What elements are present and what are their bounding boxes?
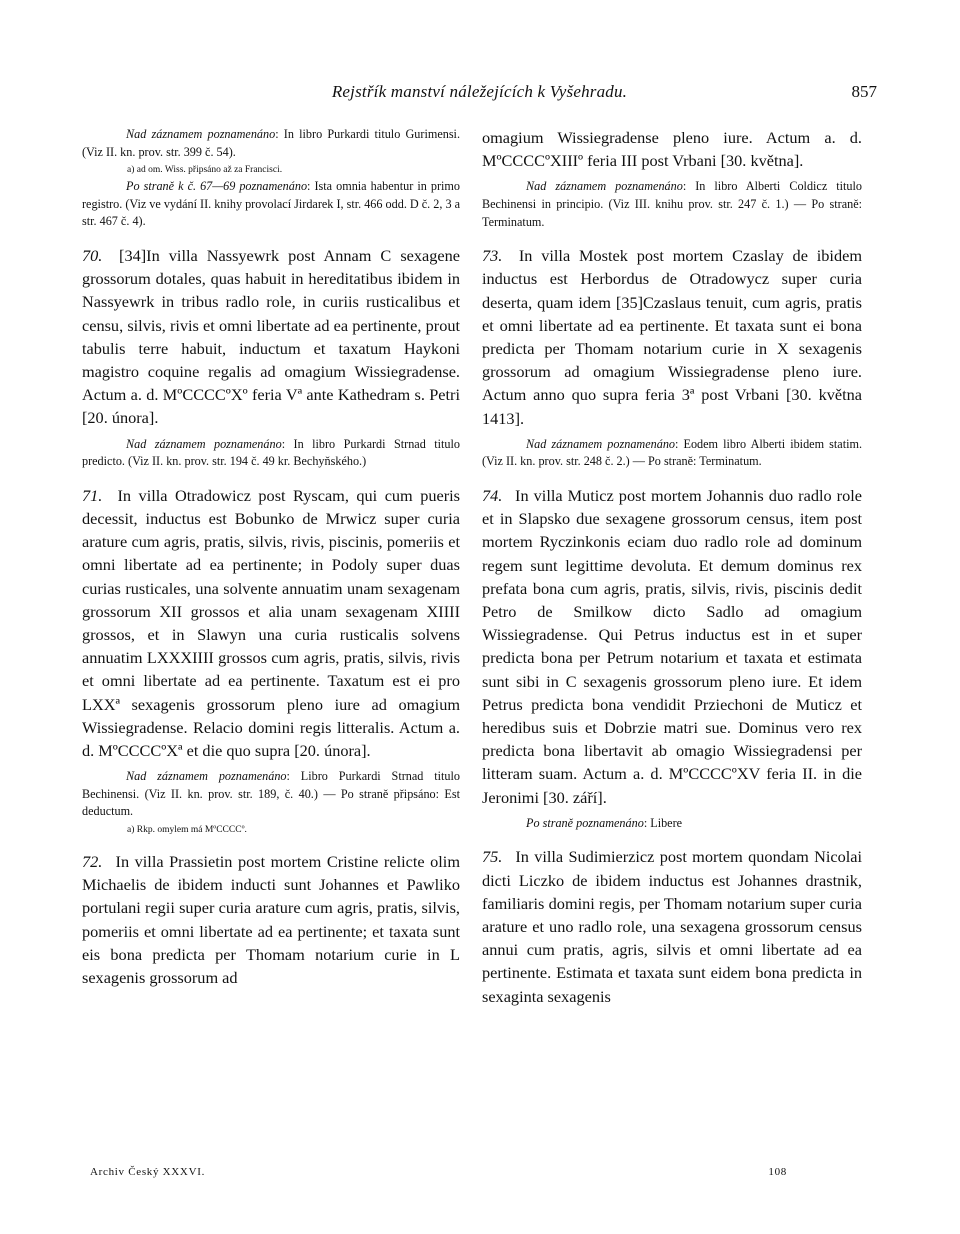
running-head [82,82,877,110]
note-label: Po straně poznamenáno [526,815,644,830]
running-title: Rejstřík manství náležejících k Vyšehradu. [331,82,628,101]
note-text: : In libro Purkardi Strnad titulo predicto. (Viz II. kn. prov. str. 194 č. 49 kr. Bechyňského.) [82,436,460,469]
note-label: Nad záznamem poznamenáno [126,769,287,784]
note-label: Nad záznamem poznamenáno [126,127,276,141]
entry-number: 72. [82,852,103,871]
page-number: 857 [851,82,877,101]
entry-71 [82,484,460,762]
footnote: a) Rkp. omylem má MºCCCCº. [127,825,247,835]
left-column [82,126,460,1141]
sheet-number: 108 [768,1166,787,1178]
note-text: : Ista omnia habentur in primo registro. (Viz ve vydání II. knihy provolací Jirdarek I, str. 466 odd. D č. 2, 3 a str. 467 č. 4). [82,179,460,229]
entry-74 [482,484,862,809]
editorial-note [82,768,460,821]
editorial-note [482,178,862,231]
note-text: : Libro Purkardi Strnad titulo Bechinensi. (Viz II. kn. prov. str. 189, č. 40.) — Po straně připsáno: Est deductum. [82,769,460,819]
editorial-note [82,436,460,471]
editorial-note [82,178,460,231]
note-label: Nad záznamem poznamenáno [126,436,282,451]
entry-number: 75. [482,847,503,867]
editorial-note [82,126,460,161]
signature-mark: Archiv Český XXXVI. [90,1166,206,1178]
note-label: Po straně k č. 67—69 poznamenáno [126,179,308,194]
note-label: Nad záznamem poznamenáno [526,436,676,451]
note-text: : In libro Alberti Coldicz titulo Bechinensi in principio. (Viz III. knihu prov. str. 247 č. 1.) — Po straně: Terminatum. [482,179,862,229]
entry-number: 71. [82,485,103,505]
entry-number: 74. [482,486,503,505]
entry-text: [34]In villa Nassyewrk post Annam C sexagene grossorum dotales, quas habuit in hereditatibus ibidem in Nassyewrk in tribus radlo role, in curiis rusticalibus et censu, silvis, rivis et omni libertate ad ea pertinente, prout tabulis terre habuit, inductum et taxatum Haykoni magistro coquine regalis ad omagium Wissiegradense. Actum a. d. MºCCCCºXº feria Vª ante Kathedram s. Petri [20. února]. [82,245,460,428]
right-column [482,126,862,1141]
entry-72-continued: omagium Wissiegradense pleno iure. Actum a. d. MºCCCCºXIIIº feria III post Vrbani [30. května]. [482,128,862,171]
page-footer [82,1166,787,1186]
note-label: Nad záznamem poznamenáno [526,179,683,194]
entry-text: In villa Prassietin post mortem Cristine relicte olim Michaelis de ibidem inducti sunt Johannes et Pawliko portulani regii super curia arature cum agris, pratis, silvis, pomeriis et omni libertate ad ea pertinente; et taxata sunt eis bona predicta per Thomam notarium curie in L sexagenis grossorum ad [82,852,460,988]
editorial-note [482,815,862,833]
entry-text: In villa Otradowicz post Ryscam, qui cum pueris decessit, inductus est Bobunko de Mrwicz super curia arature cum agris, pratis, silvis, rivis, piscinis, pomeriis et omni libertate ad ea pertinente; in Podoly super duas curias rusticales, una solvente annuatim unam sexagenam grossorum XII grossos et alia unam sexagenam XIIII grossos, et in Slawyn una curia rusticalis solvens annuatim LXXXIIII grossos cum agris, pratis, silvis, rivis et omni libertate ad ea pertinente. Taxatum est ei pro LXXª sexagenis grossorum pleno iure ad omagium Wissiegradense. Relacio domini regis litteralis. Actum a. d. MºCCCCºXª et die quo supra [20. února]. [82,485,460,761]
entry-70 [82,244,460,430]
entry-number: 70. [82,245,103,265]
entry-text: In villa Mostek post mortem Czaslay de ibidem inductus est Herbordus de Otradowycz super curia deserta, quam idem [35]Czaslaus tenuit, cum agris, pratis et omni libertate ad ea pertinente. Et taxata sunt ei bona predicta per Thomam notarium curie in X sexagenis grossorum ad omagium Wissiegradense pleno iure. Actum anno quo supra feria 3ª post Vrbani [30. května 1413]. [482,246,862,428]
note-text: : In libro Purkardi titulo Gurimensi. (Viz II. kn. prov. str. 399 č. 54). [82,127,460,159]
entry-number: 73. [482,246,503,266]
entry-text: In villa Muticz post mortem Johannis duo radlo role et in Slapsko due sexagene grossorum census, item post mortem Ryczinkonis eciam duo radlo role ad dominum regem sunt legittime devoluta. Et demum dominus rex prefata bona cum agris, pratis, silvis, rivis, piscinis dedit Petro de Smilkow dicto Sadlo ad omagium Wissiegradense. Qui Petrus inductus est in et super predicta bona per Petrum notarium et taxata et estimata sunt sibi in C sexagenis grossorum pleno iure. Et idem Petrus predicta bona vendidit Prziechoni de Muticz et heredibus suis et Dobrzie matri sue. Dominus vero rex predicta bona libertavit ab omagio Wissiegradensi per litteram suam. Actum a. d. MºCCCCºXV feria II. in die Jeronimi [30. září]. [482,486,862,807]
entry-72 [82,850,460,989]
entry-73 [482,244,862,430]
note-text: : Eodem libro Alberti ibidem statim. (Viz II. kn. prov. str. 248 č. 2.) — Po straně: Terminatum. [482,436,862,469]
footnote: a) ad om. Wiss. připsáno až za Francisci. [127,165,283,176]
entry-text: In villa Sudimierzicz post mortem quondam Nicolai dicti Liczko de ibidem inductus est Johannes drastnik, familiaris domini regis, per Thomam notarium super curia arature et uno radlo role, una sexagena grossorum census annui cum pratis, agris, silvis et omni libertate ad ea pertinente. Estimata et taxata sunt eidem bona predicta in sexaginta sexagenis [482,847,862,1006]
editorial-note [482,436,862,471]
entry-75 [482,845,862,1007]
note-text: : Libere [643,815,683,830]
